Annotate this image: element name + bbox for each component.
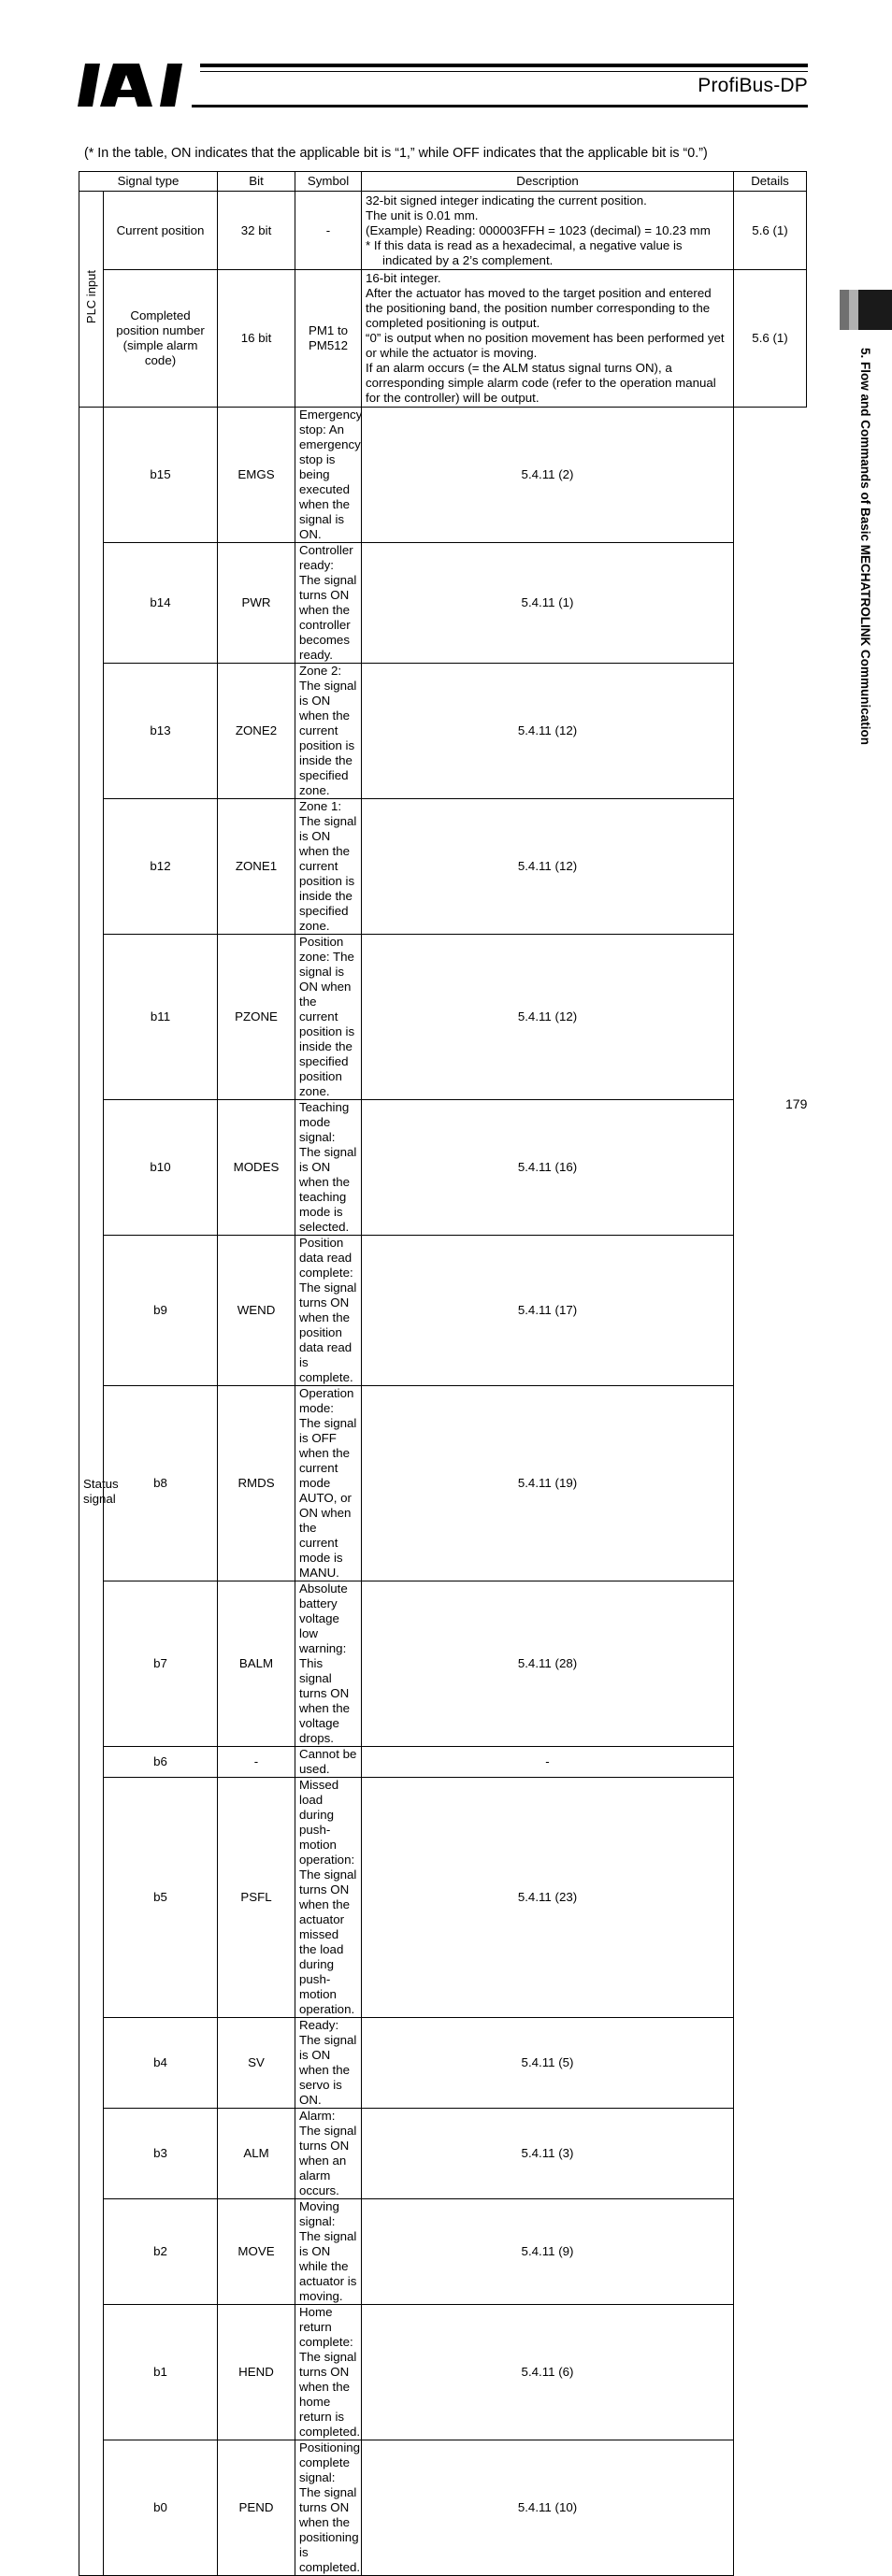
header-symbol: Symbol [295,172,362,192]
symbol-cell: WEND [218,1236,295,1386]
symbol-cell: BALM [218,1581,295,1747]
symbol-cell: ZONE1 [218,799,295,935]
table-row [79,543,807,664]
side-tab-marker [858,290,892,330]
details-cell: 5.4.11 (6) [362,2305,734,2440]
desc-line: 32-bit signed integer indicating the current position. [366,193,647,208]
product-name: ProfiBus-DP [698,75,808,96]
description-cell: Position zone: The signal is ON when the current position is inside the specified position zone. [295,935,362,1100]
symbol-cell: - [218,1747,295,1778]
symbol-cell: PZONE [218,935,295,1100]
plc-input-cell [79,192,104,408]
description-cell: Alarm: The signal turns ON when an alarm occurs. [295,2109,362,2199]
bit-cell: b13 [104,664,218,799]
symbol-cell: PSFL [218,1778,295,2018]
table-row [79,664,807,799]
table-row [79,2109,807,2199]
header-rule-bottom [192,105,808,107]
bit-cell: b8 [104,1386,218,1581]
details-cell: 5.4.11 (12) [362,935,734,1100]
description-cell: Ready: The signal is ON when the servo is ON. [295,2018,362,2109]
details-cell: 5.4.11 (12) [362,799,734,935]
description-cell: Zone 2: The signal is ON when the current position is inside the specified zone. [295,664,362,799]
bit-cell: b7 [104,1581,218,1747]
bit-cell: b12 [104,799,218,935]
desc-line: “0” is output when no position movement has been performed yet or while the actuator is moving. [366,331,725,360]
signal-table [79,171,807,2576]
bit-cell: b4 [104,2018,218,2109]
bit-cell: b0 [104,2440,218,2576]
desc-footnote: * If this data is read as a hexadecimal, a negative value is indicated by a 2’s complement. [366,237,683,267]
symbol-cell: EMGS [218,408,295,543]
details-cell: 5.4.11 (5) [362,2018,734,2109]
symbol-cell: - [295,192,362,270]
page-number: 179 [785,1096,808,1111]
table-row [79,1778,807,2018]
table-header-row [79,172,807,192]
details-cell: 5.4.11 (9) [362,2199,734,2305]
details-cell: 5.4.11 (3) [362,2109,734,2199]
table-row [79,2305,807,2440]
symbol-cell: ALM [218,2109,295,2199]
header-description: Description [362,172,734,192]
symbol-cell: RMDS [218,1386,295,1581]
symbol-cell: MOVE [218,2199,295,2305]
description-cell: Position data read complete: The signal turns ON when the position data read is complete. [295,1236,362,1386]
bit-cell: b15 [104,408,218,543]
table-row [79,799,807,935]
signal-type-cell: Completed position number (simple alarm code) [104,270,218,408]
table-row [79,2018,807,2109]
description-cell: Missed load during push-motion operation: The signal turns ON when the actuator missed the load during push-motion operation. [295,1778,362,2018]
symbol-cell: HEND [218,2305,295,2440]
description-cell: Cannot be used. [295,1747,362,1778]
header-rule-thin [200,71,808,72]
details-cell: 5.6 (1) [734,270,807,408]
iai-logo [79,64,192,107]
bit-cell: b10 [104,1100,218,1236]
table-row [79,1236,807,1386]
bit-cell: b11 [104,935,218,1100]
table-row [79,2199,807,2305]
symbol-cell: ZONE2 [218,664,295,799]
description-cell: Emergency stop: An emergency stop is being executed when the signal is ON. [295,408,362,543]
description-cell: Teaching mode signal: The signal is ON when the teaching mode is selected. [295,1100,362,1236]
details-cell: 5.4.11 (12) [362,664,734,799]
bit-cell: 16 bit [218,270,295,408]
table-row [79,1747,807,1778]
desc-line: 16-bit integer. [366,271,441,285]
bit-cell: b6 [104,1747,218,1778]
table-row [79,192,807,270]
desc-line: The unit is 0.01 mm. [366,208,479,222]
symbol-cell: PEND [218,2440,295,2576]
signal-type-cell: Current position [104,192,218,270]
details-cell: 5.6 (1) [734,192,807,270]
table-note: (* In the table, ON indicates that the applicable bit is “1,” while OFF indicates that the applicable bit is “0.”) [84,146,708,161]
header-details: Details [734,172,807,192]
details-cell: - [362,1747,734,1778]
details-cell: 5.4.11 (2) [362,408,734,543]
symbol-cell: PWR [218,543,295,664]
description-cell: Positioning complete signal: The signal turns ON when the positioning is completed. [295,2440,362,2576]
desc-line: After the actuator has moved to the target position and entered the positioning band, the position number corresponding to the completed positioning is output. [366,286,712,330]
table-row [79,935,807,1100]
header-signal-type: Signal type [79,172,218,192]
description-cell [362,192,734,270]
bit-cell: b2 [104,2199,218,2305]
table-row [79,1386,807,1581]
description-cell: Operation mode: The signal is OFF when the current mode AUTO, or ON when the current mode is MANU. [295,1386,362,1581]
details-cell: 5.4.11 (1) [362,543,734,664]
symbol-cell: MODES [218,1100,295,1236]
details-cell: 5.4.11 (17) [362,1236,734,1386]
description-cell: Absolute battery voltage low warning: This signal turns ON when the voltage drops. [295,1581,362,1747]
bit-cell: b3 [104,2109,218,2199]
description-cell: Moving signal: The signal is ON while the actuator is moving. [295,2199,362,2305]
bit-cell: b9 [104,1236,218,1386]
chapter-side-label: 5. Flow and Commands of Basic MECHATROLINK Communication [858,348,872,746]
side-tab-shade-dark [840,290,849,330]
bit-cell: 32 bit [218,192,295,270]
bit-cell: b5 [104,1778,218,2018]
header-rule-top [200,64,808,67]
description-cell: Controller ready: The signal turns ON when the controller becomes ready. [295,543,362,664]
desc-line: (Example) Reading: 000003FFH = 1023 (decimal) = 10.23 mm [366,222,711,237]
header-bit: Bit [218,172,295,192]
details-cell: 5.4.11 (10) [362,2440,734,2576]
bit-cell: b14 [104,543,218,664]
desc-line: If an alarm occurs (= the ALM status signal turns ON), a corresponding simple alarm code (refer to the operation manual for the controller) will be output. [366,361,716,405]
table-row [79,408,807,543]
details-cell: 5.4.11 (19) [362,1386,734,1581]
symbol-cell: SV [218,2018,295,2109]
table-row [79,1581,807,1747]
details-cell: 5.4.11 (28) [362,1581,734,1747]
details-cell: 5.4.11 (16) [362,1100,734,1236]
bit-cell: b1 [104,2305,218,2440]
plc-input-label: PLC input [83,270,98,324]
details-cell: 5.4.11 (23) [362,1778,734,2018]
symbol-cell: PM1 to PM512 [295,270,362,408]
table-row [79,1100,807,1236]
table-row [79,270,807,408]
description-cell [362,270,734,408]
status-signal-cell: Status signal [79,408,104,2576]
side-tab-shade-light [849,290,858,330]
table-row [79,2440,807,2576]
description-cell: Zone 1: The signal is ON when the current position is inside the specified zone. [295,799,362,935]
description-cell: Home return complete: The signal turns ON when the home return is completed. [295,2305,362,2440]
